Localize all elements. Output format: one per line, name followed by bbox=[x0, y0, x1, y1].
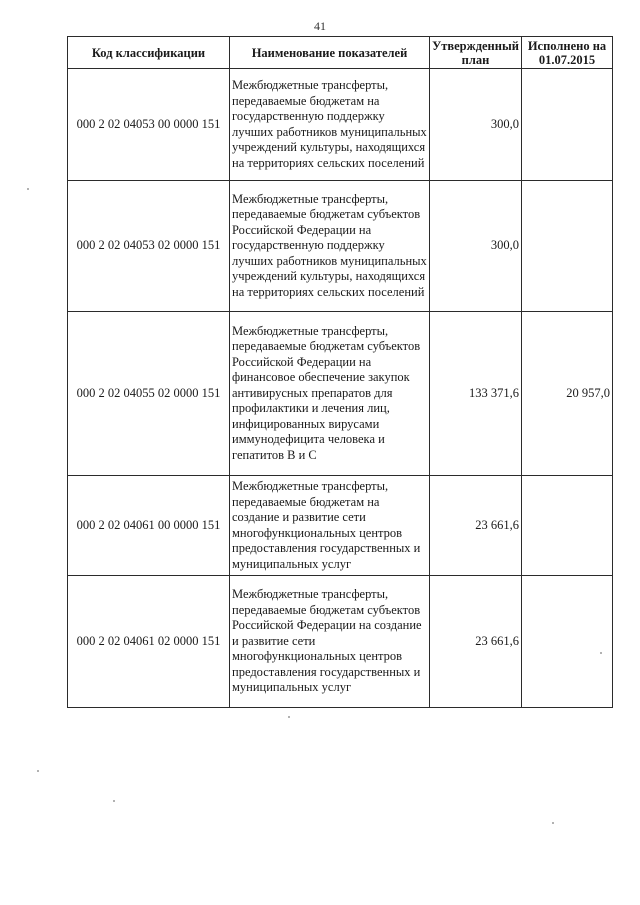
row-name: Межбюджетные трансферты, передаваемые бюджетам субъектов Российской Федерации на финансовое обеспечение закупок антивирусных препаратов для профилактики и лечения лиц, инфицированных вирусами иммунодефицита человека и гепатитов В и С bbox=[230, 312, 430, 476]
table-row bbox=[68, 181, 613, 312]
table-header-row bbox=[68, 37, 613, 69]
row-plan: 133 371,6 bbox=[430, 312, 522, 476]
scan-speck bbox=[288, 716, 290, 718]
scan-speck bbox=[552, 822, 554, 824]
row-code: 000 2 02 04053 02 0000 151 bbox=[68, 181, 230, 312]
row-name: Межбюджетные трансферты, передаваемые бюджетам субъектов Российской Федерации на создание и развитие сети многофункциональных центров предоставления государственных и муниципальных услуг bbox=[230, 576, 430, 708]
row-executed bbox=[522, 181, 613, 312]
row-name: Межбюджетные трансферты, передаваемые бюджетам на создание и развитие сети многофункциональных центров предоставления государственных и муниципальных услуг bbox=[230, 476, 430, 576]
row-name: Межбюджетные трансферты, передаваемые бюджетам субъектов Российской Федерации на государственную поддержку лучших работников муниципальных учреждений культуры, находящихся на территориях сельских поселений bbox=[230, 181, 430, 312]
page-number: 41 bbox=[314, 19, 326, 33]
scan-speck bbox=[600, 652, 602, 654]
row-code: 000 2 02 04053 00 0000 151 bbox=[68, 69, 230, 181]
header-executed: Исполнено на 01.07.2015 bbox=[522, 37, 613, 69]
row-code: 000 2 02 04061 00 0000 151 bbox=[68, 476, 230, 576]
row-executed: 20 957,0 bbox=[522, 312, 613, 476]
budget-table bbox=[67, 36, 613, 708]
row-code: 000 2 02 04055 02 0000 151 bbox=[68, 312, 230, 476]
header-plan: Утвержденный план bbox=[430, 37, 522, 69]
header-code: Код классификации bbox=[68, 37, 230, 69]
row-plan: 23 661,6 bbox=[430, 576, 522, 708]
table-row bbox=[68, 69, 613, 181]
row-plan: 23 661,6 bbox=[430, 476, 522, 576]
row-executed bbox=[522, 69, 613, 181]
table-row bbox=[68, 576, 613, 708]
header-name: Наименование показателей bbox=[230, 37, 430, 69]
table-row bbox=[68, 476, 613, 576]
row-executed bbox=[522, 476, 613, 576]
row-plan: 300,0 bbox=[430, 181, 522, 312]
table-row bbox=[68, 312, 613, 476]
row-name: Межбюджетные трансферты, передаваемые бюджетам на государственную поддержку лучших работников муниципальных учреждений культуры, находящихся на территориях сельских поселений bbox=[230, 69, 430, 181]
scan-speck bbox=[27, 188, 29, 190]
row-code: 000 2 02 04061 02 0000 151 bbox=[68, 576, 230, 708]
scan-speck bbox=[37, 770, 39, 772]
row-executed bbox=[522, 576, 613, 708]
row-plan: 300,0 bbox=[430, 69, 522, 181]
scan-speck bbox=[113, 800, 115, 802]
